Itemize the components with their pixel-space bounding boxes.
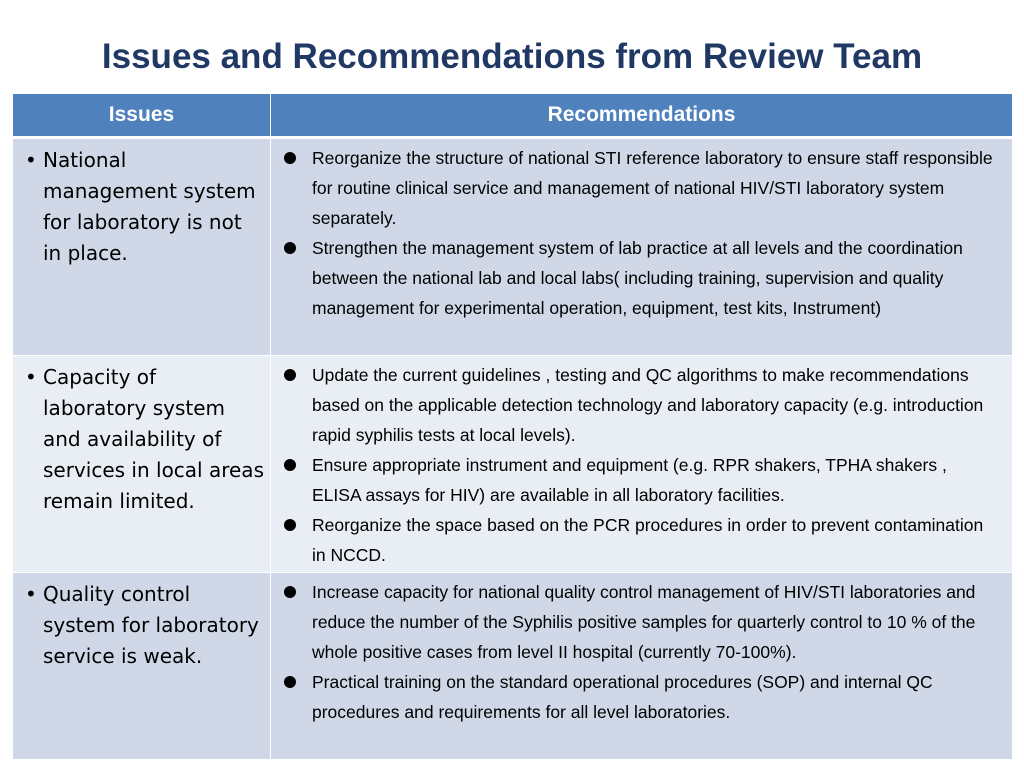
list-item bbox=[284, 577, 998, 667]
recommendation-text: Ensure appropriate instrument and equipment (e.g. RPR shakers, TPHA shakers , ELISA assays for HIV) are available in all laboratory facilities. bbox=[312, 455, 947, 505]
bullet-icon bbox=[284, 676, 296, 688]
issue-item bbox=[13, 573, 270, 672]
recommendation-text: Practical training on the standard operational procedures (SOP) and internal QC procedures and requirements for all level laboratories. bbox=[312, 672, 933, 722]
bullet-icon: • bbox=[25, 365, 37, 389]
list-item bbox=[284, 667, 998, 727]
bullet-icon bbox=[284, 242, 296, 254]
header-recommendations: Recommendations bbox=[271, 94, 1013, 138]
recommendations-cell bbox=[271, 138, 1013, 356]
table-header-row bbox=[13, 94, 1013, 138]
list-item bbox=[284, 360, 998, 450]
bullet-icon bbox=[284, 519, 296, 531]
recommendations-list bbox=[271, 573, 1012, 727]
recommendations-list bbox=[271, 139, 1012, 323]
recommendations-cell bbox=[271, 356, 1013, 573]
bullet-icon bbox=[284, 586, 296, 598]
header-issues: Issues bbox=[13, 94, 271, 138]
issue-text: Quality control system for laboratory service is weak. bbox=[43, 582, 259, 668]
issue-text: National management system for laboratory is not in place. bbox=[43, 148, 256, 265]
recommendation-text: Reorganize the structure of national STI reference laboratory to ensure staff responsible for routine clinical service and management of national HIV/STI laboratory system separately. bbox=[312, 148, 993, 228]
slide-title: Issues and Recommendations from Review Team bbox=[101, 37, 923, 76]
issues-recommendations-table bbox=[12, 93, 1013, 760]
recommendation-text: Increase capacity for national quality control management of HIV/STI laboratories and reduce the number of the Syphilis positive samples for quarterly control to 10 % of the whole positive cases from level II hospital (currently 70-100%). bbox=[312, 582, 976, 662]
issue-item bbox=[13, 139, 270, 269]
issue-cell bbox=[13, 356, 271, 573]
issue-cell bbox=[13, 138, 271, 356]
bullet-icon: • bbox=[25, 582, 37, 606]
recommendation-text: Strengthen the management system of lab practice at all levels and the coordination between the national lab and local labs( including training, supervision and quality management for experimental operation, equipment, test kits, Instrument) bbox=[312, 238, 963, 318]
recommendation-text: Update the current guidelines , testing and QC algorithms to make recommendations based on the applicable detection technology and laboratory capacity (e.g. introduction rapid syphilis tests at local levels). bbox=[312, 365, 984, 445]
issue-item bbox=[13, 356, 270, 517]
list-item bbox=[284, 510, 998, 570]
list-item bbox=[284, 143, 998, 233]
list-item bbox=[284, 450, 998, 510]
table-row bbox=[13, 138, 1013, 356]
list-item bbox=[284, 233, 998, 323]
bullet-icon bbox=[284, 152, 296, 164]
table-row bbox=[13, 573, 1013, 760]
issue-cell bbox=[13, 573, 271, 760]
bullet-icon: • bbox=[25, 148, 37, 172]
recommendations-list bbox=[271, 356, 1012, 570]
recommendation-text: Reorganize the space based on the PCR procedures in order to prevent contamination in NCCD. bbox=[312, 515, 984, 565]
bullet-icon bbox=[284, 369, 296, 381]
bullet-icon bbox=[284, 459, 296, 471]
table-row bbox=[13, 356, 1013, 573]
issue-text: Capacity of laboratory system and availability of services in local areas remain limited. bbox=[43, 365, 264, 513]
recommendations-cell bbox=[271, 573, 1013, 760]
